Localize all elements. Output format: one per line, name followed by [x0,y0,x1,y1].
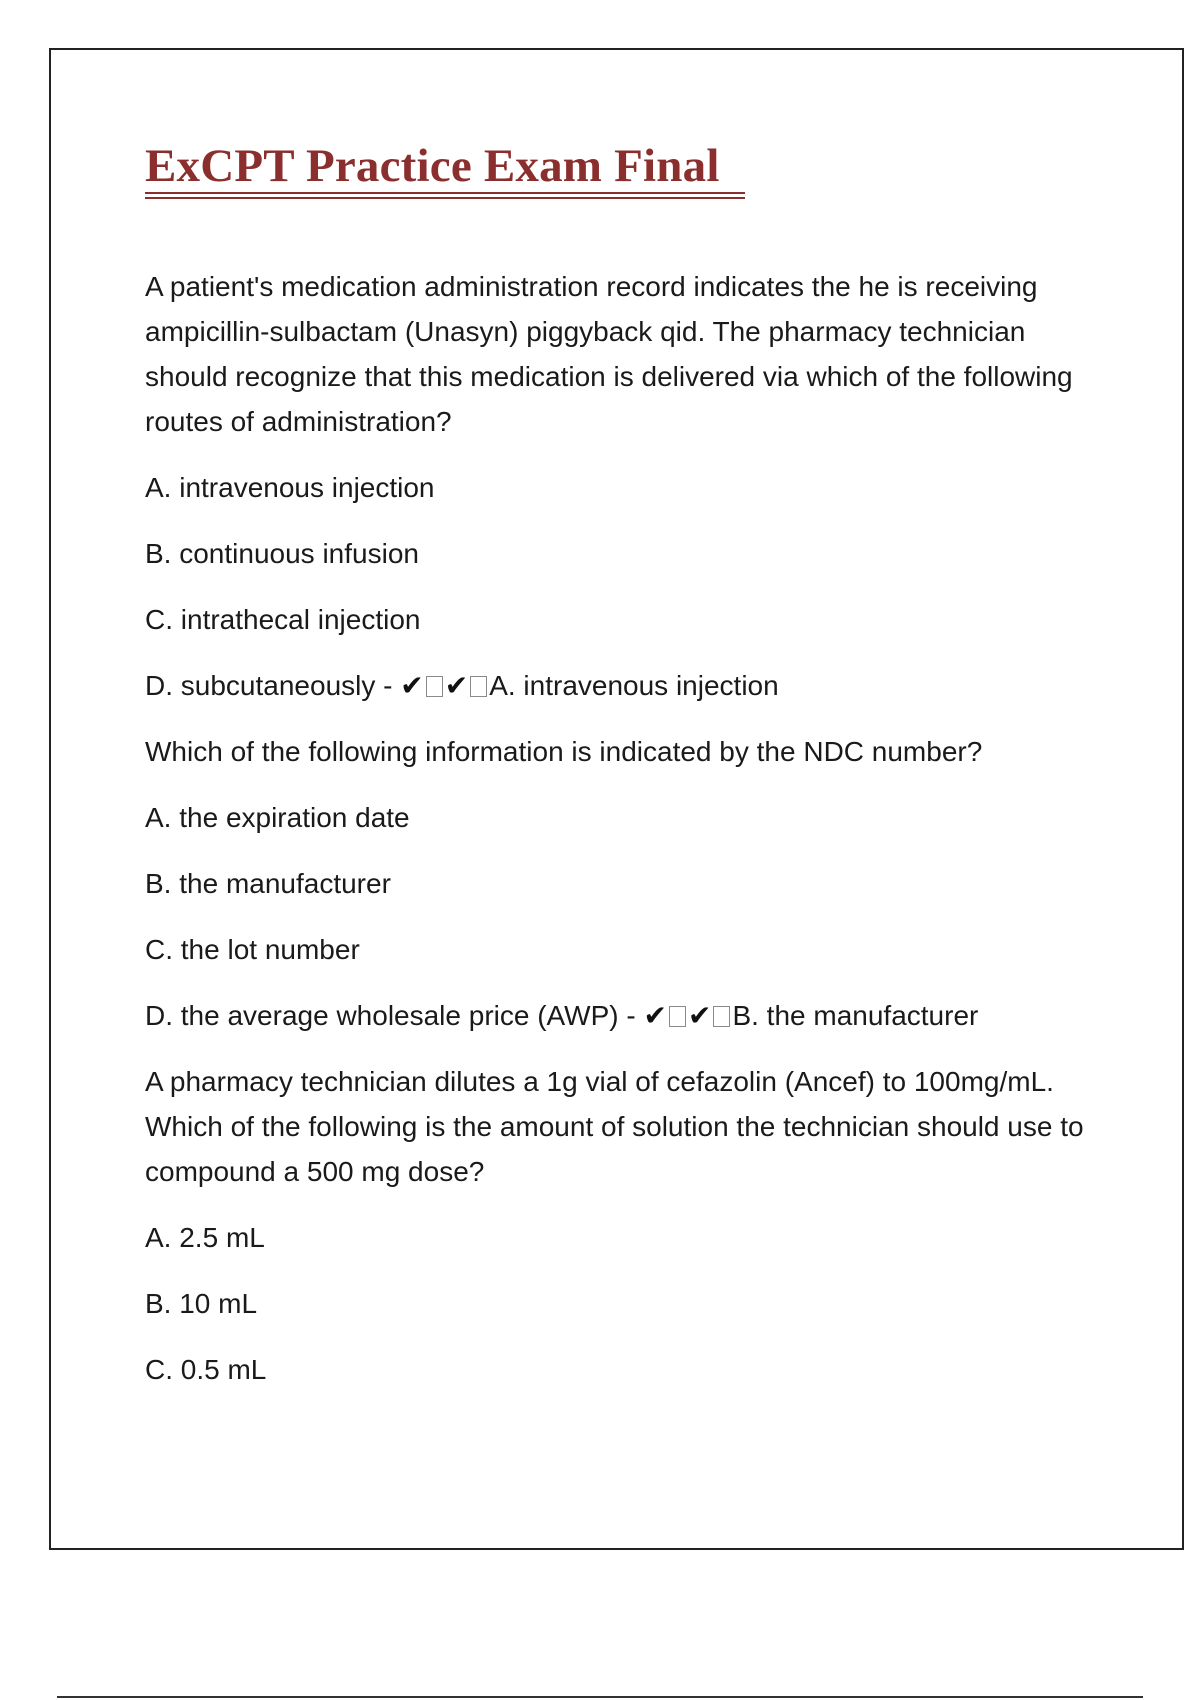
box-icon [669,1006,686,1027]
question-1: A patient's medication administration record indicates the he is receiving ampicillin-sulbactam (Unasyn) piggyback qid. The pharmacy technician should recognize that this medication is delivered via which of the following routes of administration? [145,271,1073,437]
document-title: ExCPT Practice Exam Final [145,140,720,192]
question-2: Which of the following information is indicated by the NDC number? [145,736,983,767]
answer-text: A. intravenous injection [489,670,779,701]
question-3: A pharmacy technician dilutes a 1g vial of cefazolin (Ancef) to 100mg/mL. Which of the following is the amount of solution the technician should use to compound a 500 mg dose? [145,1066,1084,1187]
checkmark-icon: ✔ [400,669,424,702]
document-body [145,264,1085,1413]
checkmark-icon: ✔ [687,999,712,1032]
box-icon [426,676,443,697]
checkmark-icon: ✔ [444,669,469,702]
question-1-option-d-with-answer [145,663,1085,708]
question-1-option-c: C. intrathecal injection [145,604,421,635]
question-3-option-a: A. 2.5 mL [145,1222,265,1253]
page-bottom-rule [57,1696,1143,1698]
box-icon [470,676,487,697]
title-underline [145,192,745,199]
question-2-option-a: A. the expiration date [145,802,410,833]
option-d-label: D. subcutaneously - [145,670,401,701]
checkmark-icon: ✔ [643,999,667,1032]
question-3-option-c: C. 0.5 mL [145,1354,267,1385]
question-2-option-b: B. the manufacturer [145,868,391,899]
question-1-option-a: A. intravenous injection [145,472,435,503]
answer-text: B. the manufacturer [732,1000,979,1031]
question-2-option-c: C. the lot number [145,934,360,965]
question-3-option-b: B. 10 mL [145,1288,258,1319]
box-icon [713,1006,730,1027]
question-1-option-b: B. continuous infusion [145,538,419,569]
option-d-label: D. the average wholesale price (AWP) - [145,1000,644,1031]
question-2-option-d-with-answer [145,993,1085,1038]
